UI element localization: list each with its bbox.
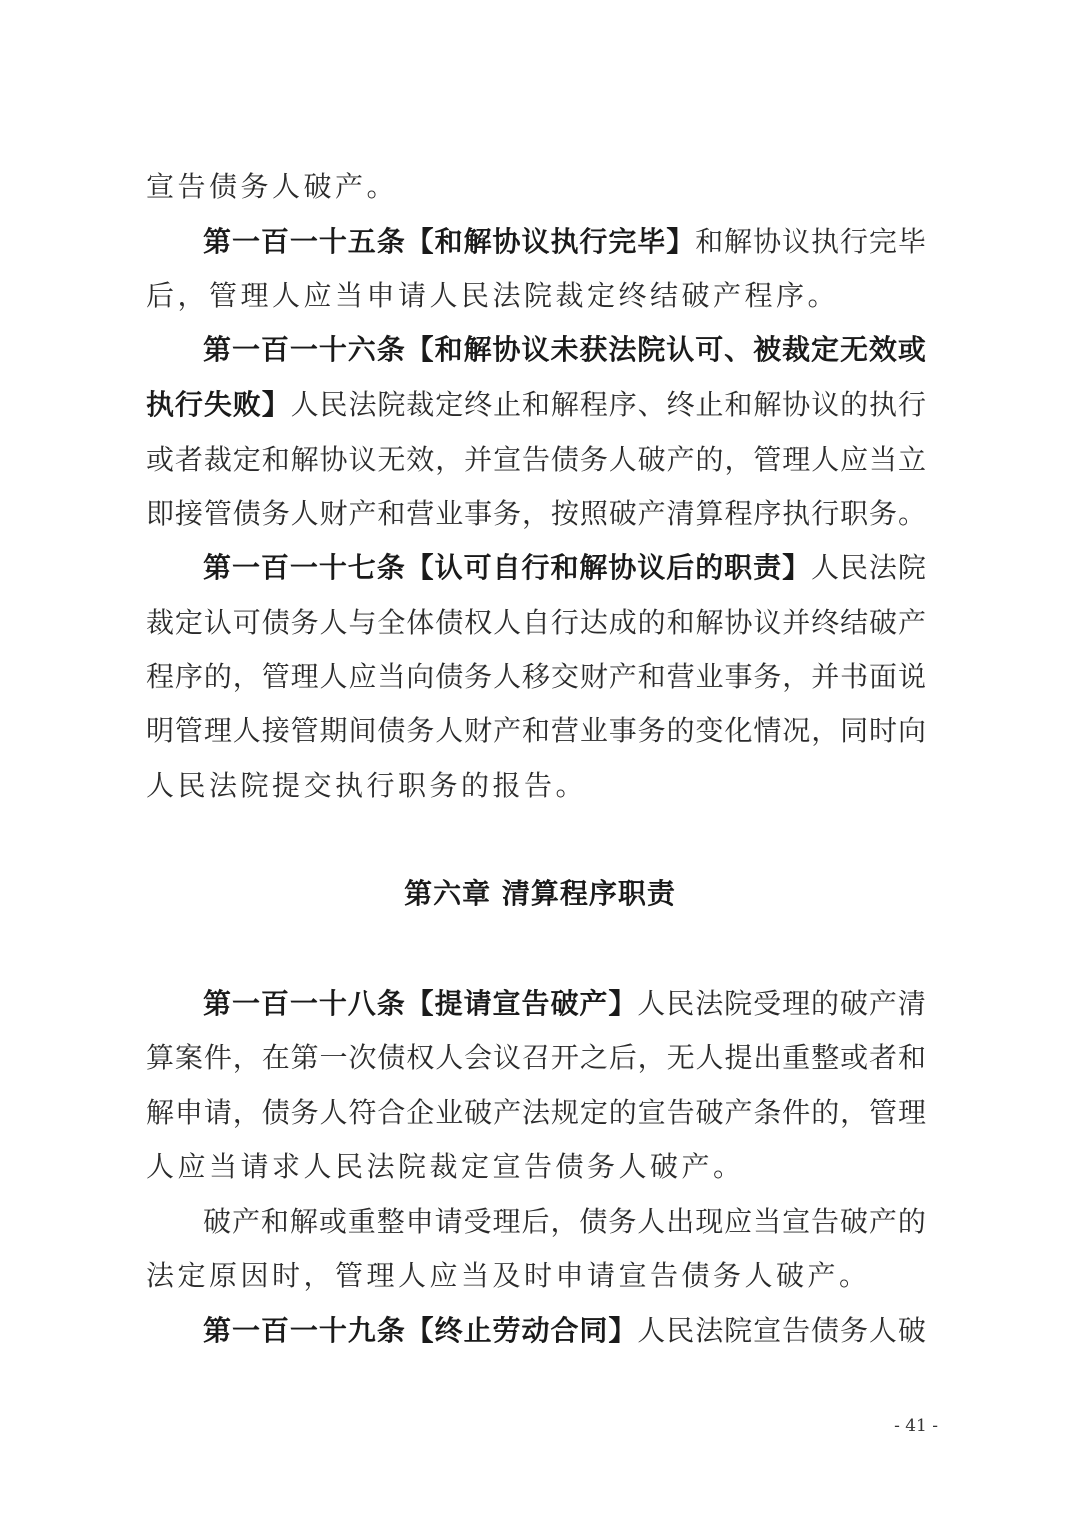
article-115-heading-line: 第 一 百 一 十 五 条 【 和 解 协 议 执 行 完 毕 】 和 解 协 议 执 行 完 毕: [203, 225, 926, 258]
text-line: 解 申 请 ， 债 务 人 符 合 企 业 破 产 法 规 定 的 宣 告 破 产 条 件 的 ， 管 理: [146, 1096, 926, 1129]
text-line: 人民法院提交执行职务的报告。: [146, 769, 588, 802]
text-line: 人应当请求人民法院裁定宣告债务人破产。: [146, 1150, 745, 1183]
chapter-title: 第六章 清算程序职责: [404, 877, 676, 910]
page-number: - 41 -: [894, 1416, 938, 1436]
text-line: 或 者 裁 定 和 解 协 议 无 效 ， 并 宣 告 债 务 人 破 产 的 ， 管 理 人 应 当 立: [146, 443, 926, 476]
text-line: 执 行 失 败 】 人 民 法 院 裁 定 终 止 和 解 程 序 、 终 止 和 解 协 议 的 执 行: [146, 388, 926, 421]
text-line: 后，管理人应当申请人民法院裁定终结破产程序。: [146, 279, 840, 312]
text-line: 明 管 理 人 接 管 期 间 债 务 人 财 产 和 营 业 事 务 的 变 化 情 况 ， 同 时 向: [146, 714, 926, 747]
article-116-heading-line: 第 一 百 一 十 六 条 【 和 解 协 议 未 获 法 院 认 可 、 被 裁 定 无 效 或: [203, 333, 926, 366]
article-119-heading-line: 第 一 百 一 十 九 条 【 终 止 劳 动 合 同 】 人 民 法 院 宣 告 债 务 人 破: [203, 1314, 926, 1347]
text-line: 程 序 的 ， 管 理 人 应 当 向 债 务 人 移 交 财 产 和 营 业 事 务 ， 并 书 面 说: [146, 660, 926, 693]
text-line: 即 接 管 债 务 人 财 产 和 营 业 事 务 ， 按 照 破 产 清 算 程 序 执 行 职 务 。: [146, 497, 926, 530]
text-line: 裁 定 认 可 债 务 人 与 全 体 债 权 人 自 行 达 成 的 和 解 协 议 并 终 结 破 产: [146, 606, 926, 639]
text-line: 宣告债务人破产。: [146, 170, 399, 203]
text-line: 破 产 和 解 或 重 整 申 请 受 理 后 ， 债 务 人 出 现 应 当 宣 告 破 产 的: [203, 1205, 926, 1238]
article-117-heading-line: 第 一 百 一 十 七 条 【 认 可 自 行 和 解 协 议 后 的 职 责 】 人 民 法 院: [203, 551, 926, 584]
article-118-heading-line: 第 一 百 一 十 八 条 【 提 请 宣 告 破 产 】 人 民 法 院 受 理 的 破 产 清: [203, 987, 926, 1020]
text-line: 算 案 件 ， 在 第 一 次 债 权 人 会 议 召 开 之 后 ， 无 人 提 出 重 整 或 者 和: [146, 1041, 926, 1074]
text-line: 法定原因时，管理人应当及时申请宣告债务人破产。: [146, 1259, 871, 1292]
